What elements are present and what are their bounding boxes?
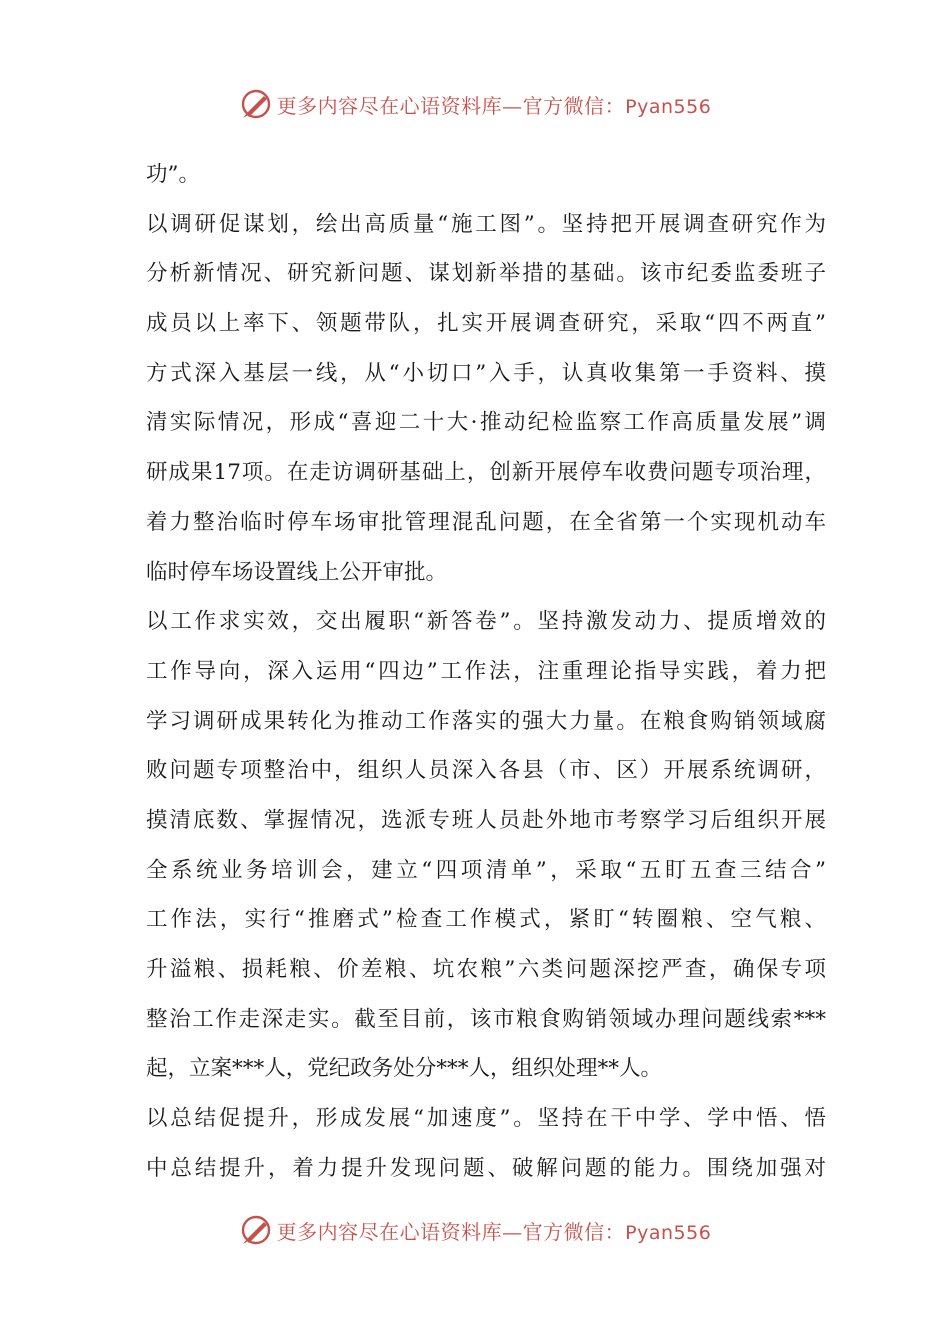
body-line: 分析新情况、研究新问题、谋划新举措的基础。该市纪委监委班子 <box>146 261 826 287</box>
pen-circle-logo-icon <box>239 87 273 121</box>
body-line: 清实际情况，形成“喜迎二十大·推动纪检监察工作高质量发展”调 <box>146 410 826 436</box>
body-line: 升溢粮、损耗粮、价差粮、坑农粮”六类问题深挖严查，确保专项 <box>146 957 826 982</box>
watermark-text: 更多内容尽在心语资料库—官方微信：Pyan556 <box>276 93 712 118</box>
body-line: 学习调研成果转化为推动工作落实的强大力量。在粮食购销领域腐 <box>146 708 826 734</box>
watermark-header <box>0 84 950 124</box>
body-line: 全系统业务培训会，建立“四项清单”，采取“五盯五查三结合” <box>146 857 826 883</box>
body-line: 以调研促谋划，绘出高质量“施工图”。坚持把开展调查研究作为 <box>146 211 826 237</box>
body-line: 以总结促提升，形成发展“加速度”。坚持在干中学、学中悟、悟 <box>146 1106 826 1132</box>
watermark-text: 更多内容尽在心语资料库—官方微信：Pyan556 <box>276 1219 712 1244</box>
body-line: 整治工作走深走实。截至目前，该市粮食购销领域办理问题线索*** <box>146 1006 826 1032</box>
pen-circle-logo-icon <box>239 1213 273 1247</box>
body-line: 摸清底数、掌握情况，选派专班人员赴外地市考察学习后组织开展 <box>146 807 826 833</box>
body-line: 工作导向，深入运用“四边”工作法，注重理论指导实践，着力把 <box>146 658 826 684</box>
body-line: 以工作求实效，交出履职“新答卷”。坚持激发动力、提质增效的 <box>146 609 826 635</box>
body-line: 起，立案***人，党纪政务处分***人，组织处理**人。 <box>146 1056 663 1082</box>
body-line: 败问题专项整治中，组织人员深入各县（市、区）开展系统调研， <box>146 758 826 784</box>
body-line: 研成果17项。在走访调研基础上，创新开展停车收费问题专项治理， <box>146 460 826 486</box>
body-line: 中总结提升，着力提升发现问题、破解问题的能力。围绕加强对 <box>146 1155 826 1181</box>
body-line: 临时停车场设置线上公开审批。 <box>146 559 448 585</box>
body-line: 成员以上率下、领题带队，扎实开展调查研究，采取“四不两直” <box>146 311 826 337</box>
body-line: 功”。 <box>146 162 200 187</box>
document-body <box>146 150 826 1193</box>
body-line: 工作法，实行“推磨式”检查工作模式，紧盯“转圈粮、空气粮、 <box>146 907 826 933</box>
body-line: 着力整治临时停车场审批管理混乱问题，在全省第一个实现机动车 <box>146 509 826 535</box>
body-line: 方式深入基层一线，从“小切口”入手，认真收集第一手资料、摸 <box>146 360 826 386</box>
watermark-footer <box>0 1210 950 1250</box>
